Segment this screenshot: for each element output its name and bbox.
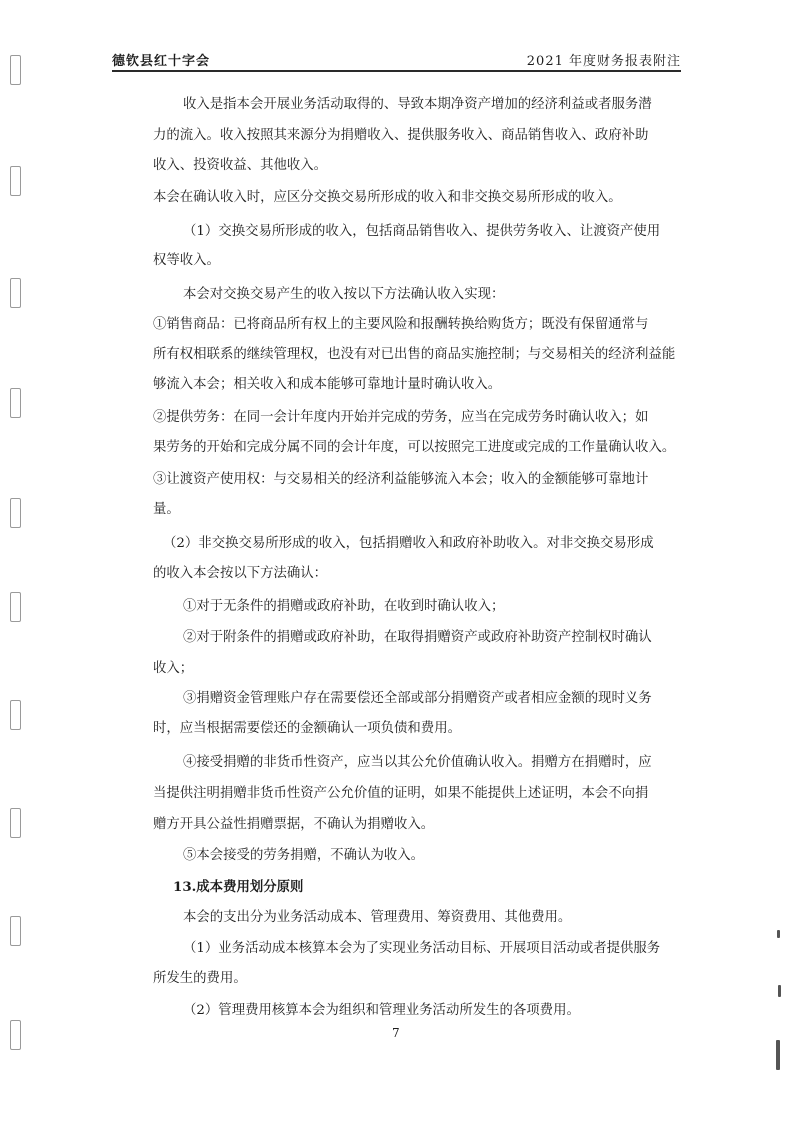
body-line: 收入； bbox=[153, 661, 194, 676]
binding-hole bbox=[10, 388, 21, 418]
body-line: ⑤本会接受的劳务捐赠，不确认为收入。 bbox=[183, 848, 425, 863]
header-report-title: 2021 年度财务报表附注 bbox=[526, 54, 681, 69]
section-heading: 13.成本费用划分原则 bbox=[173, 879, 304, 895]
body-line: 所有权相联系的继续管理权，也没有对已出售的商品实施控制；与交易相关的经济利益能 bbox=[153, 347, 676, 362]
binding-hole bbox=[10, 498, 21, 528]
body-line: （1）业务活动成本核算本会为了实现业务活动目标、开展项目活动或者提供服务 bbox=[183, 941, 661, 956]
body-line: （2）非交换交易所形成的收入，包括捐赠收入和政府补助收入。对非交换交易形成 bbox=[163, 536, 654, 551]
body-line: 够流入本会；相关收入和成本能够可靠地计量时确认收入。 bbox=[153, 377, 502, 392]
body-line: ①对于无条件的捐赠或政府补助，在收到时确认收入； bbox=[183, 599, 505, 614]
binding-hole bbox=[10, 166, 21, 196]
body-line: 果劳务的开始和完成分属不同的会计年度，可以按照完工进度或完成的工作量确认收入。 bbox=[153, 440, 676, 455]
body-line: ③让渡资产使用权：与交易相关的经济利益能够流入本会；收入的金额能够可靠地计 bbox=[153, 472, 649, 487]
body-line: 力的流入。收入按照其来源分为捐赠收入、提供服务收入、商品销售收入、政府补助 bbox=[153, 128, 649, 143]
body-line: ②提供劳务：在同一会计年度内开始并完成的劳务，应当在完成劳务时确认收入；如 bbox=[153, 410, 649, 425]
body-line: 收入、投资收益、其他收入。 bbox=[153, 158, 328, 173]
body-line: 本会的支出分为业务活动成本、管理费用、筹资费用、其他费用。 bbox=[183, 910, 572, 925]
body-line: ④接受捐赠的非货币性资产，应当以其公允价值确认收入。捐赠方在捐赠时，应 bbox=[183, 755, 652, 770]
body-line: 收入是指本会开展业务活动取得的、导致本期净资产增加的经济利益或者服务潜 bbox=[183, 97, 652, 112]
body-line: 时，应当根据需要偿还的金额确认一项负债和费用。 bbox=[153, 721, 461, 736]
binding-hole bbox=[10, 916, 21, 946]
body-line: ③捐赠资金管理账户存在需要偿还全部或部分捐赠资产或者相应金额的现时义务 bbox=[183, 691, 652, 706]
body-line: （2）管理费用核算本会为组织和管理业务活动所发生的各项费用。 bbox=[183, 1003, 580, 1018]
scan-mark bbox=[778, 985, 781, 997]
header-org-name: 德钦县红十字会 bbox=[112, 54, 211, 69]
body-line: ②对于附条件的捐赠或政府补助，在取得捐赠资产或政府补助资产控制权时确认 bbox=[183, 630, 652, 645]
body-line: 赠方开具公益性捐赠票据，不确认为捐赠收入。 bbox=[153, 817, 435, 832]
body-line: 的收入本会按以下方法确认： bbox=[153, 566, 328, 581]
body-line: ①销售商品：已将商品所有权上的主要风险和报酬转换给购货方；既没有保留通常与 bbox=[153, 317, 649, 332]
binding-hole bbox=[10, 278, 21, 308]
scan-mark bbox=[777, 930, 780, 938]
binding-hole bbox=[10, 592, 21, 622]
body-line: 当提供注明捐赠非货币性资产公允价值的证明，如果不能提供上述证明，本会不向捐 bbox=[153, 786, 649, 801]
page-header bbox=[112, 48, 681, 72]
binding-hole bbox=[10, 55, 21, 85]
body-line: （1）交换交易所形成的收入，包括商品销售收入、提供劳务收入、让渡资产使用 bbox=[183, 224, 661, 239]
page-number: 7 bbox=[392, 1026, 400, 1040]
scan-mark bbox=[776, 1040, 780, 1070]
binding-hole bbox=[10, 1020, 21, 1050]
binding-hole bbox=[10, 808, 21, 838]
binding-hole bbox=[10, 700, 21, 730]
body-line: 权等收入。 bbox=[153, 253, 220, 268]
body-line: 本会在确认收入时，应区分交换交易所形成的收入和非交换交易所形成的收入。 bbox=[153, 190, 622, 205]
body-line: 量。 bbox=[153, 502, 180, 517]
body-line: 所发生的费用。 bbox=[153, 971, 247, 986]
body-line: 本会对交换交易产生的收入按以下方法确认收入实现： bbox=[183, 287, 505, 302]
